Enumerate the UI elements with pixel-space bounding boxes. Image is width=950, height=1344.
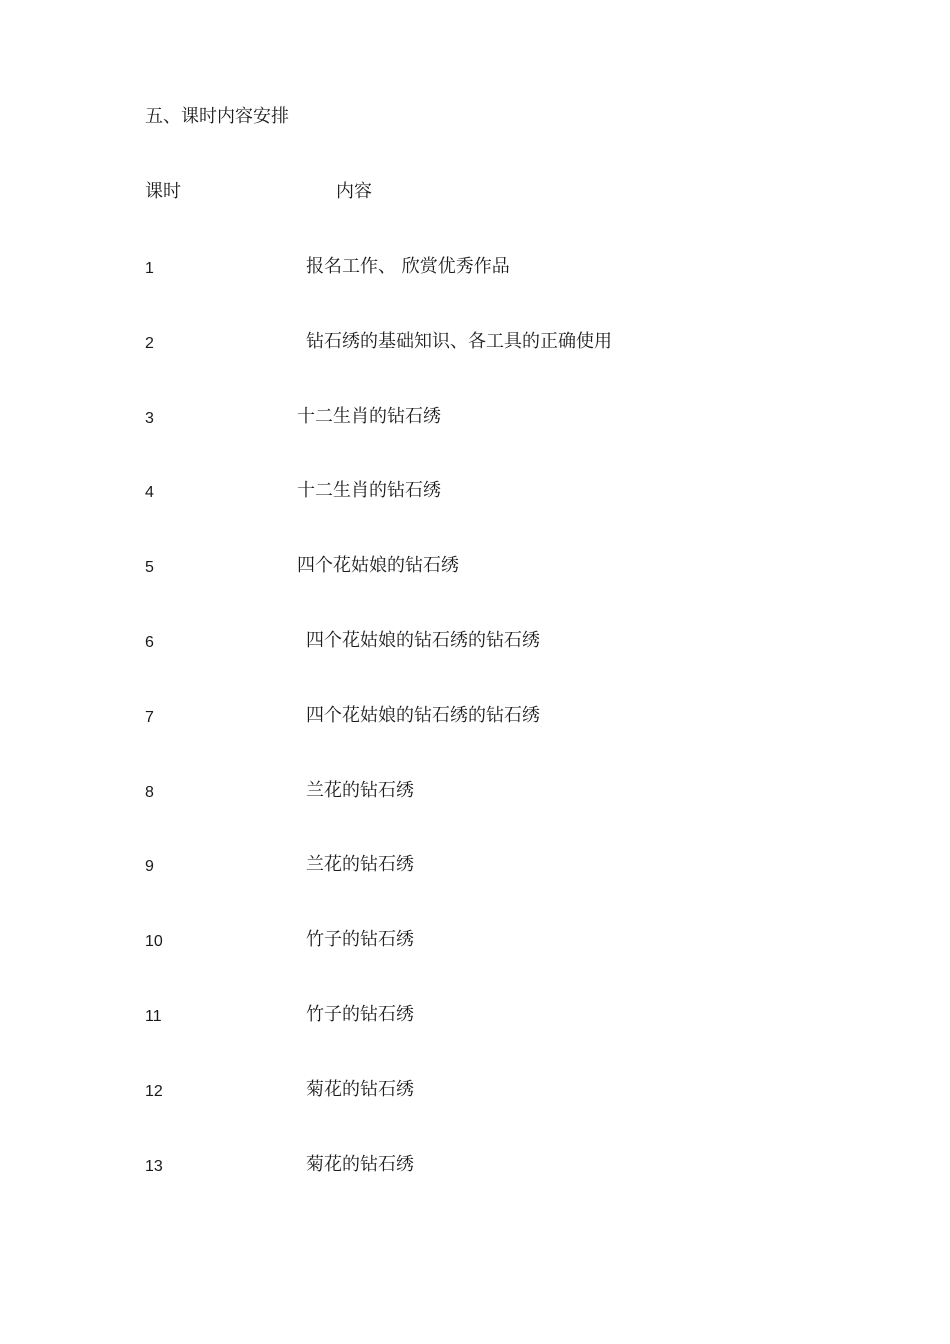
- period-number: 6: [145, 634, 154, 651]
- schedule-row: [0, 1077, 950, 1107]
- period-number: 2: [145, 335, 154, 352]
- schedule-row: [0, 703, 950, 733]
- period-number: 7: [145, 709, 154, 726]
- period-number: 12: [145, 1083, 163, 1100]
- period-content: 竹子的钻石绣: [306, 1004, 414, 1025]
- period-content: 钻石绣的基础知识、各工具的正确使用: [306, 331, 612, 352]
- schedule-row: [0, 254, 950, 284]
- section-heading: 五、课时内容安排: [145, 106, 289, 127]
- period-content: 兰花的钻石绣: [306, 854, 414, 875]
- period-number: 5: [145, 559, 154, 576]
- period-number: 4: [145, 484, 154, 501]
- period-number: 8: [145, 784, 154, 801]
- column-header-period: 课时: [145, 181, 181, 202]
- schedule-row: [0, 1002, 950, 1032]
- schedule-row: [0, 478, 950, 508]
- schedule-row: [0, 927, 950, 957]
- period-content: 报名工作、 欣赏优秀作品: [306, 256, 510, 277]
- schedule-row: [0, 1152, 950, 1182]
- period-content: 菊花的钻石绣: [306, 1154, 414, 1175]
- schedule-row: [0, 553, 950, 583]
- period-number: 9: [145, 858, 154, 875]
- period-content: 竹子的钻石绣: [306, 929, 414, 950]
- period-content: 四个花姑娘的钻石绣的钻石绣: [306, 630, 540, 651]
- column-header-content: 内容: [336, 181, 372, 202]
- schedule-row: [0, 852, 950, 882]
- period-content: 菊花的钻石绣: [306, 1079, 414, 1100]
- period-number: 10: [145, 933, 163, 950]
- period-content: 十二生肖的钻石绣: [297, 480, 441, 501]
- period-number: 13: [145, 1158, 163, 1175]
- schedule-row: [0, 628, 950, 658]
- schedule-row: [0, 778, 950, 808]
- period-number: 11: [145, 1008, 162, 1025]
- period-content: 兰花的钻石绣: [306, 780, 414, 801]
- period-number: 3: [145, 410, 154, 427]
- period-number: 1: [145, 260, 154, 277]
- schedule-row: [0, 329, 950, 359]
- period-content: 四个花姑娘的钻石绣: [297, 555, 459, 576]
- schedule-row: [0, 404, 950, 434]
- period-content: 四个花姑娘的钻石绣的钻石绣: [306, 705, 540, 726]
- period-content: 十二生肖的钻石绣: [297, 406, 441, 427]
